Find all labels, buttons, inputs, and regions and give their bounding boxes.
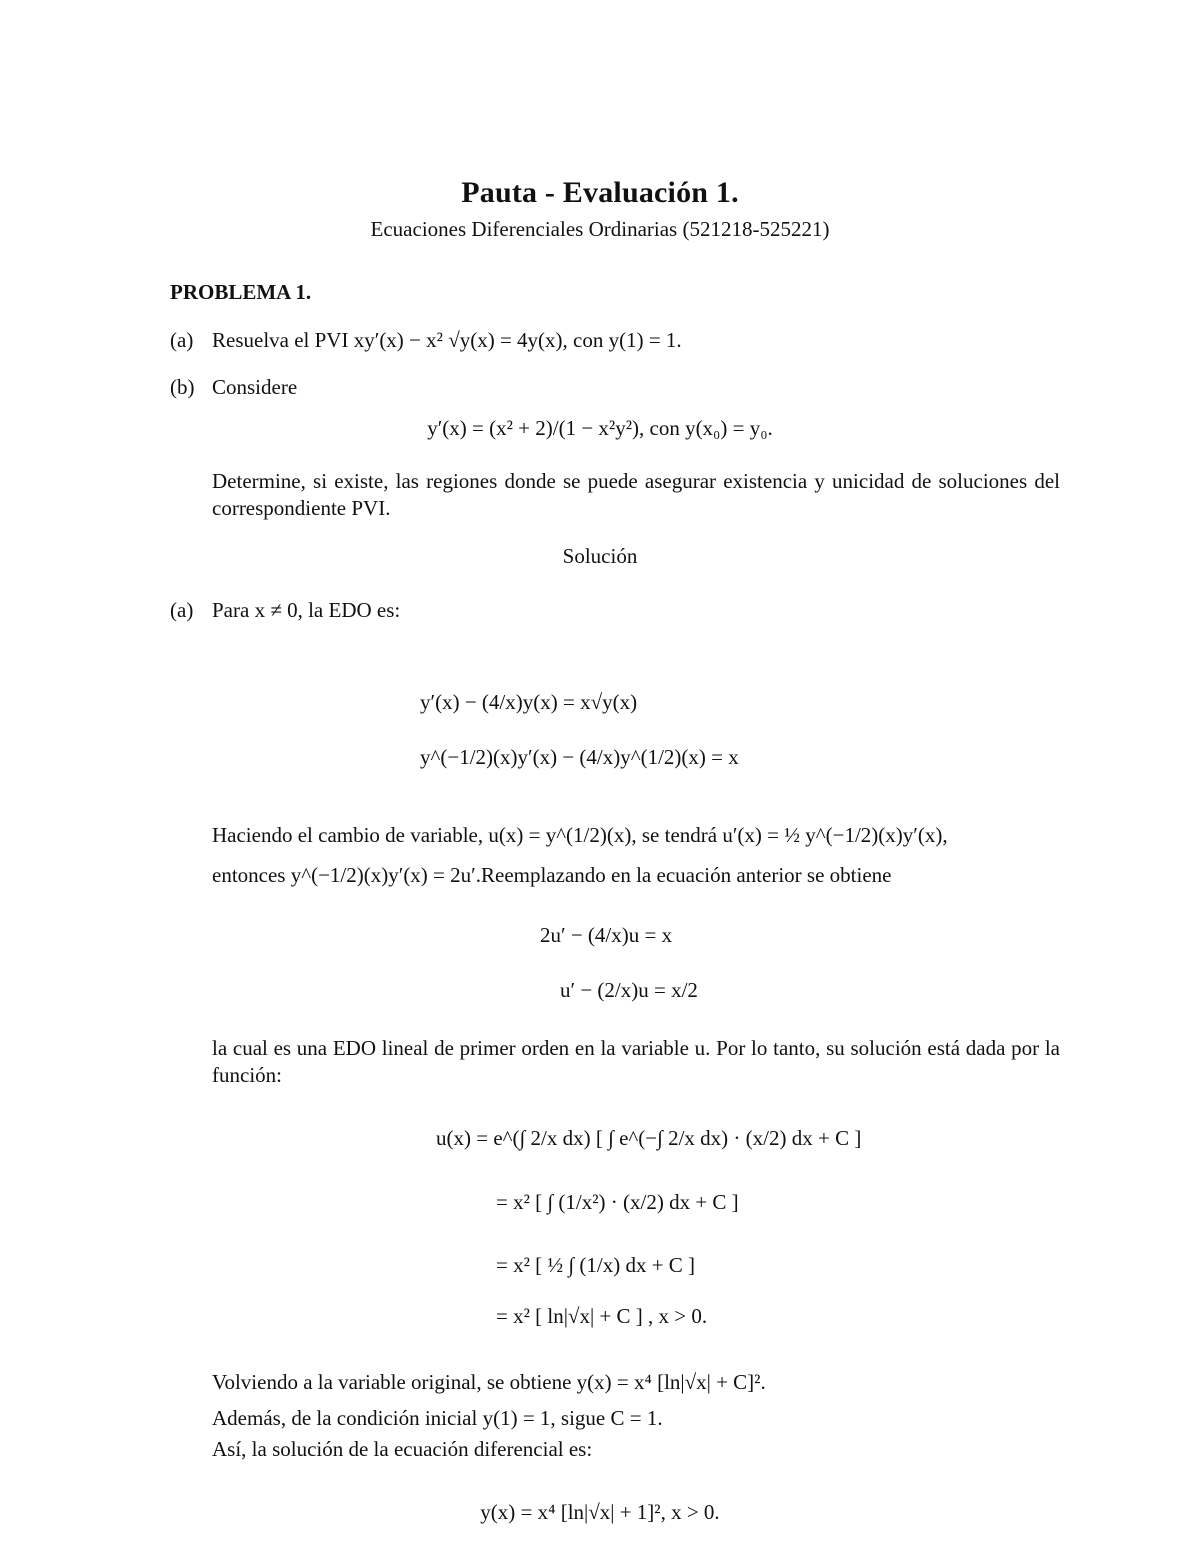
problem-part-b xyxy=(170,374,297,401)
solution-heading: Solución xyxy=(562,544,638,568)
part-a-text: Resuelva el PVI xy′(x) − x² √y(x) = 4y(x), con y(1) = 1. xyxy=(212,328,682,352)
problem-heading: PROBLEMA 1. xyxy=(170,280,312,304)
u-step-4: = x² [ ln|√x| + C ] , x > 0. xyxy=(496,1304,708,1328)
part-b-text: Considere xyxy=(212,375,298,399)
final-solution: y(x) = x⁴ [ln|√x| + 1]², x > 0. xyxy=(480,1500,720,1524)
equation-b: y′(x) = (x² + 2)/(1 − x²y²), con y(x₀) = y₀. xyxy=(427,416,773,440)
change-variable-line1: Haciendo el cambio de variable, u(x) = y^(1/2)(x), se tendrá u′(x) = ½ y^(−1/2)(x)y′(x), xyxy=(212,823,948,847)
initial-condition: Además, de la condición inicial y(1) = 1, sigue C = 1. xyxy=(212,1406,663,1430)
part-a-label: (a) xyxy=(170,328,194,352)
back-substitution: Volviendo a la variable original, se obtiene y(x) = x⁴ [ln|√x| + C]². xyxy=(212,1370,766,1394)
linear-ode-text: la cual es una EDO lineal de primer orden en la variable u. Por lo tanto, su solución está dada por la función: xyxy=(212,1036,1060,1087)
equation-3: 2u′ − (4/x)u = x xyxy=(540,923,673,947)
equation-4: u′ − (2/x)u = x/2 xyxy=(560,978,698,1002)
solution-a-intro: Para x ≠ 0, la EDO es: xyxy=(212,598,401,622)
part-b-label: (b) xyxy=(170,375,195,399)
page-subtitle: Ecuaciones Diferenciales Ordinarias (521218-525221) xyxy=(370,217,830,241)
change-variable-line2: entonces y^(−1/2)(x)y′(x) = 2u′.Reemplazando en la ecuación anterior se obtiene xyxy=(212,863,892,887)
conclusion-text: Así, la solución de la ecuación diferencial es: xyxy=(212,1437,593,1461)
u-step-2: = x² [ ∫ (1/x²) · (x/2) dx + C ] xyxy=(496,1190,739,1214)
problem-part-a xyxy=(170,327,682,354)
equation-1: y′(x) − (4/x)y(x) = x√y(x) xyxy=(420,690,638,714)
part-b-question: Determine, si existe, las regiones donde se puede asegurar existencia y unicidad de soluciones del correspondiente PVI. xyxy=(212,469,1060,520)
page-title: Pauta - Evaluación 1. xyxy=(461,176,739,209)
equation-2: y^(−1/2)(x)y′(x) − (4/x)y^(1/2)(x) = x xyxy=(420,745,739,769)
solution-part-a xyxy=(170,597,400,624)
solution-a-label: (a) xyxy=(170,598,194,622)
u-step-3: = x² [ ½ ∫ (1/x) dx + C ] xyxy=(496,1253,696,1277)
u-step-1: u(x) = e^(∫ 2/x dx) [ ∫ e^(−∫ 2/x dx) · (x/2) dx + C ] xyxy=(436,1126,862,1150)
